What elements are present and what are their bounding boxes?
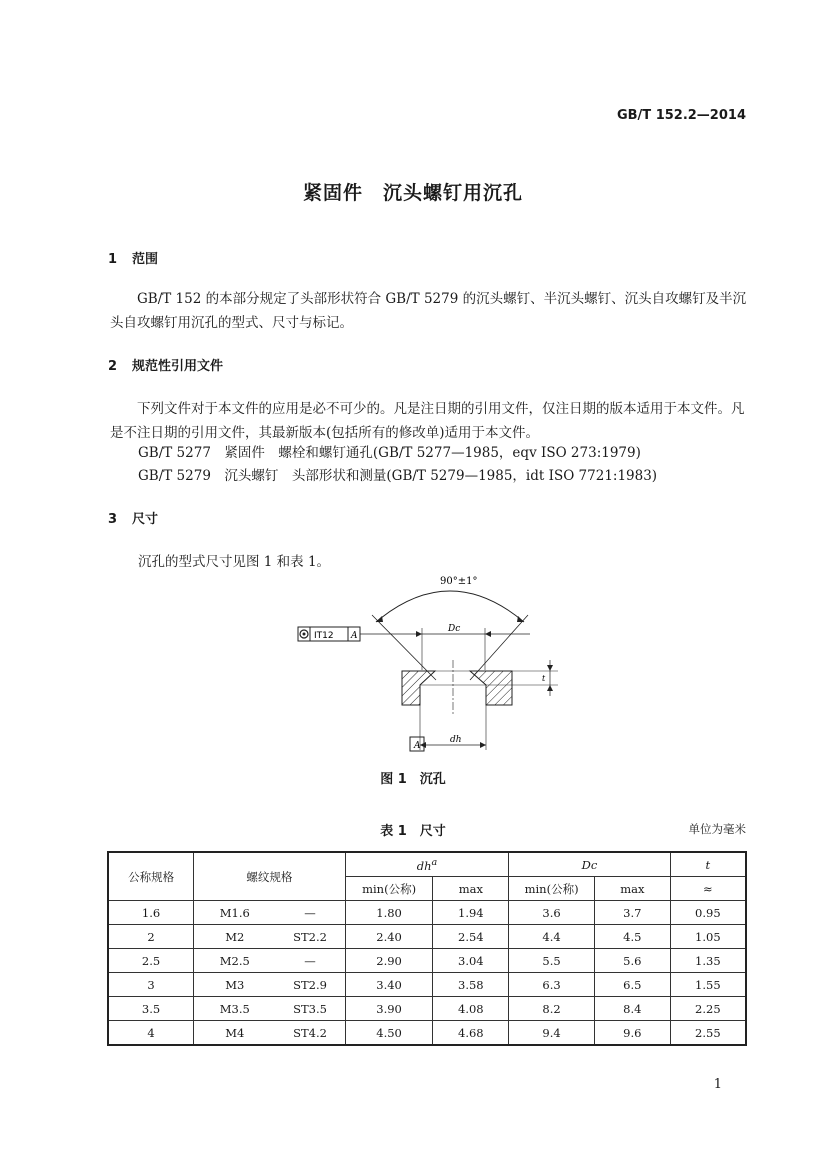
cell-dh-min: 3.40 (345, 973, 433, 997)
cell-dc-min: 3.6 (509, 901, 595, 925)
cell-nominal-size: 2 (108, 925, 194, 949)
document-title: 紧固件 沉头螺钉用沉孔 (302, 182, 523, 204)
header-dc-max: max (594, 877, 670, 901)
cell-dc-max: 9.6 (594, 1021, 670, 1046)
section-number: 1 (108, 252, 118, 267)
cell-thread-m: M1.6 (194, 901, 276, 925)
t-label: t (542, 674, 546, 683)
cell-t-approx: 1.55 (670, 973, 746, 997)
angle-arc (376, 591, 524, 622)
header-nominal: 公称规格 (108, 852, 194, 901)
cell-dh-max: 2.54 (433, 925, 509, 949)
cell-thread-st: ST3.5 (275, 997, 345, 1021)
cell-dh-min: 3.90 (345, 997, 433, 1021)
cell-thread-st: — (275, 949, 345, 973)
header-t: t (670, 852, 746, 877)
cell-thread-m: M3 (194, 973, 276, 997)
cell-thread-st: ST2.2 (275, 925, 345, 949)
countersink-figure (290, 570, 570, 765)
cell-t-approx: 1.35 (670, 949, 746, 973)
cell-dc-max: 6.5 (594, 973, 670, 997)
section-number: 3 (108, 512, 118, 527)
cell-dh-max: 3.58 (433, 973, 509, 997)
normative-reference: GB/T 5277 紧固件 螺栓和螺钉通孔(GB/T 5277—1985，eqv ISO 273:1979) (138, 445, 641, 461)
cell-thread-m: M4 (194, 1021, 276, 1046)
section-3-paragraph: 沉孔的型式尺寸见图 1 和表 1。 (138, 554, 331, 570)
standard-number: GB/T 152.2—2014 (616, 108, 746, 123)
normative-reference: GB/T 5279 沉头螺钉 头部形状和测量(GB/T 5279—1985，idt ISO 7721:1983) (138, 468, 658, 484)
section-number: 2 (108, 359, 118, 374)
table-row (108, 901, 746, 925)
section-2-paragraph: 下列文件对于本文件的应用是必不可少的。凡是注日期的引用文件，仅注日期的版本适用于本文件。凡是不注日期的引用文件，其最新版本(包括所有的修改单)适用于本文件。 (110, 401, 745, 441)
workpiece-right (470, 671, 512, 705)
figure-caption: 图 1 沉孔 (380, 772, 446, 787)
cell-dh-min: 2.40 (345, 925, 433, 949)
cell-nominal-size: 1.6 (108, 901, 194, 925)
header-dc-min: min(公称) (509, 877, 595, 901)
section-3-heading (108, 508, 158, 527)
cell-nominal-size: 3.5 (108, 997, 194, 1021)
cell-nominal-size: 4 (108, 1021, 194, 1046)
cell-nominal-size: 3 (108, 973, 194, 997)
table-caption: 表 1 尺寸 (380, 824, 446, 839)
header-dh-min: min(公称) (345, 877, 433, 901)
cell-nominal-size: 2.5 (108, 949, 194, 973)
section-1-paragraph: GB/T 152 的本部分规定了头部形状符合 GB/T 5279 的沉头螺钉、半沉头螺钉、沉头自攻螺钉及半沉头自攻螺钉用沉孔的型式、尺寸与标记。 (110, 291, 747, 331)
dimension-table (107, 851, 747, 1046)
cell-dc-min: 9.4 (509, 1021, 595, 1046)
cell-thread-st: ST4.2 (275, 1021, 345, 1046)
workpiece-left (402, 671, 435, 705)
table-row (108, 997, 746, 1021)
cell-thread-st: ST2.9 (275, 973, 345, 997)
table-row (108, 925, 746, 949)
datum-ref: A (351, 631, 358, 641)
cell-dc-min: 4.4 (509, 925, 595, 949)
header-t-approx: ≈ (670, 877, 746, 901)
table-row (108, 973, 746, 997)
cell-dc-max: 5.6 (594, 949, 670, 973)
section-title: 尺寸 (132, 512, 159, 527)
table-body (108, 901, 746, 1046)
page-number: 1 (713, 1077, 722, 1092)
cell-dc-min: 6.3 (509, 973, 595, 997)
cell-dh-min: 2.90 (345, 949, 433, 973)
cell-thread-m: M3.5 (194, 997, 276, 1021)
cell-t-approx: 0.95 (670, 901, 746, 925)
tolerance-grade: IT12 (314, 631, 334, 641)
angle-label: 90°±1° (440, 576, 478, 587)
section-title: 范围 (132, 252, 159, 267)
header-dc: Dc (509, 852, 670, 877)
cell-dh-min: 4.50 (345, 1021, 433, 1046)
cell-dc-max: 4.5 (594, 925, 670, 949)
datum-letter: A (414, 741, 421, 751)
dh-label: dh (450, 735, 462, 745)
table-row (108, 949, 746, 973)
header-dh: $dh^a$ (345, 852, 509, 877)
header-dh-max: max (433, 877, 509, 901)
cell-dh-max: 4.68 (433, 1021, 509, 1046)
table-row (108, 1021, 746, 1046)
dc-label: Dc (448, 624, 461, 634)
table-unit: 单位为毫米 (688, 822, 746, 836)
cell-dc-max: 8.4 (594, 997, 670, 1021)
cell-dh-max: 1.94 (433, 901, 509, 925)
section-title: 规范性引用文件 (132, 359, 224, 374)
cell-t-approx: 2.25 (670, 997, 746, 1021)
cell-t-approx: 1.05 (670, 925, 746, 949)
section-2-heading (108, 355, 223, 374)
cell-dc-max: 3.7 (594, 901, 670, 925)
cell-dc-min: 8.2 (509, 997, 595, 1021)
cell-thread-st: — (275, 901, 345, 925)
section-1-heading (108, 248, 158, 267)
cell-thread-m: M2 (194, 925, 276, 949)
cell-thread-m: M2.5 (194, 949, 276, 973)
cell-dh-max: 3.04 (433, 949, 509, 973)
table-header-row (108, 852, 746, 877)
cell-dh-min: 1.80 (345, 901, 433, 925)
cell-t-approx: 2.55 (670, 1021, 746, 1046)
cell-dh-max: 4.08 (433, 997, 509, 1021)
footnote-mark: a (431, 856, 438, 868)
header-thread: 螺纹规格 (194, 852, 346, 901)
cell-dc-min: 5.5 (509, 949, 595, 973)
